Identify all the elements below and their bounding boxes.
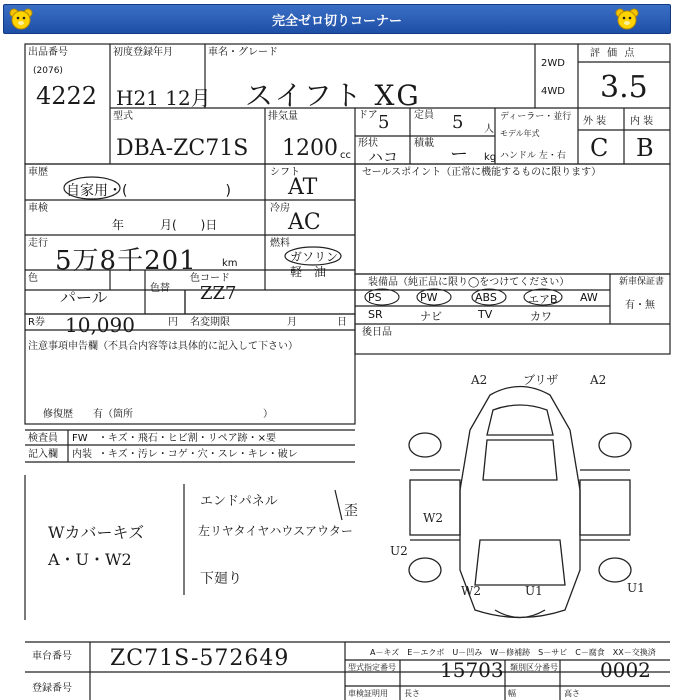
postscript-label: 後日品	[362, 327, 392, 338]
car-name-label: 車名・グレード	[208, 47, 278, 58]
model-label: 型式	[113, 111, 133, 122]
lot-number-value: 4222	[36, 82, 98, 110]
equipment-aw: AW	[580, 291, 598, 304]
note-cover-scratch: Wカバーキズ	[48, 523, 145, 542]
capacity-value: 5	[452, 112, 464, 133]
color-change-label: 色替	[150, 283, 170, 294]
lot-number-label: 出品番号	[28, 47, 68, 58]
note-damage-codes: A・U・W2	[48, 550, 132, 569]
chassis-number-label: 車台番号	[32, 651, 72, 662]
reg-cert-label: 車検証明用	[348, 689, 388, 698]
color-value: パール	[60, 288, 108, 307]
inspection-label: 車検	[28, 203, 48, 214]
equipment-navi: ナビ	[420, 310, 442, 323]
interior-label: 内 装	[630, 116, 654, 127]
mark-fender-label: ブリザ	[523, 373, 559, 387]
equipment-leather: カワ	[530, 310, 552, 323]
width-label: 幅	[508, 689, 516, 698]
rating-label: 評 価 点	[590, 48, 637, 59]
inspector-label: 検査員	[28, 433, 58, 444]
fourwd-label: 4WD	[541, 86, 565, 97]
registration-number-label: 登録番号	[32, 683, 72, 694]
category-value: 0002	[600, 658, 651, 682]
history-value: 自家用・( )	[66, 183, 231, 199]
color-code-value: ZZ7	[200, 283, 237, 304]
model-value: DBA-ZC71S	[116, 136, 249, 161]
length-label: 長さ	[404, 689, 420, 698]
cc-unit: cc	[340, 150, 351, 161]
model-spec-value: 15703	[440, 658, 504, 682]
equipment-abs: ABS	[475, 291, 497, 304]
height-label: 高さ	[564, 689, 580, 698]
km-unit: km	[222, 258, 238, 269]
mark-w2-side: W2	[423, 511, 443, 525]
repair-history-label: 修復歴 有（箇所 ）	[43, 409, 273, 420]
handle-label: ハンドル 左・右	[500, 151, 566, 161]
new-car-warranty-label: 新車保証書	[619, 277, 665, 287]
car-name-value: スイフト XG	[245, 79, 421, 112]
warranty-options: 有・無	[625, 300, 655, 311]
color-label: 色	[28, 273, 38, 284]
recorder-label: 記入欄	[28, 449, 58, 460]
history-label: 車歴	[28, 167, 48, 178]
note-underbody: 下廻り	[200, 571, 242, 587]
car-diagram	[375, 370, 665, 630]
twowd-label: 2WD	[541, 58, 565, 69]
mark-u2: U2	[390, 544, 408, 558]
exterior-value: C	[590, 134, 609, 162]
recycle-label: R券	[28, 317, 45, 328]
mark-u1-side: U1	[627, 581, 645, 595]
model-spec-label: 型式指定番号	[348, 663, 396, 672]
first-registration-label: 初度登録年月	[113, 47, 173, 58]
lot-sub-number: (2076)	[33, 66, 63, 76]
aircon-value: AC	[288, 210, 321, 235]
aircon-label: 冷房	[270, 203, 290, 214]
registration-limit-label: 名変期限	[190, 317, 230, 328]
mark-w2-rear: W2	[461, 584, 481, 598]
check-row-2: ・キズ・汚レ・コゲ・穴・スレ・キレ・破レ	[98, 449, 298, 460]
exterior-label: 外 装	[583, 116, 607, 127]
note-bracket	[180, 480, 360, 600]
note-end-panel: エンドパネル	[200, 494, 278, 509]
doors-value: 5	[378, 112, 390, 133]
interior-value: B	[636, 134, 654, 162]
model-year-label: モデル年式	[500, 129, 540, 138]
naiso-label: 内装	[72, 449, 92, 460]
loading-value: ー	[450, 144, 468, 165]
shift-value: AT	[288, 175, 318, 200]
first-registration-value: H21 12月	[116, 86, 211, 110]
shape-value: ハコ	[368, 148, 399, 166]
score-value: 3.5	[600, 70, 648, 105]
shift-label: シフト	[270, 167, 300, 178]
circle-mark	[62, 175, 122, 201]
inspection-date: 年 月( )日	[112, 218, 218, 232]
equipment-airbag: エアB	[528, 293, 558, 306]
note-rear-tire-house: 左リヤタイヤハウスアウター	[198, 524, 353, 538]
category-label: 類別区分番号	[510, 663, 558, 672]
mark-u1-rear: U1	[525, 584, 543, 598]
month-unit: 月	[287, 317, 297, 328]
sales-point-label: セールスポイント（正常に機能するものに限ります）	[362, 167, 602, 178]
notes-label: 注意事項申告欄（不具合内容等は具体的に記入して下さい）	[28, 341, 298, 352]
capacity-label: 定員	[414, 110, 434, 121]
damage-legend: A－キズ E－エクボ U－凹み W－修補跡 S－サビ C－腐食 XX－交換済	[370, 648, 656, 657]
mileage-value: 5万8千201	[55, 246, 197, 276]
fw-label: FW	[72, 433, 88, 444]
day-unit: 日	[337, 317, 347, 328]
equipment-label: 装備品（純正品に限り◯をつけてください）	[368, 277, 570, 288]
displacement-label: 排気量	[268, 111, 298, 122]
equipment-pw: PW	[420, 291, 438, 304]
person-unit: 人	[484, 124, 494, 135]
loading-label: 積載	[414, 138, 434, 149]
note-distortion: 歪	[344, 503, 358, 519]
shape-label: 形状	[358, 138, 378, 149]
fuel-options: ガソリン 軽 油	[290, 250, 339, 279]
doors-label: ドア	[358, 110, 378, 121]
yen-unit: 円	[168, 317, 178, 328]
color-code-label: 色コード	[190, 273, 230, 284]
equipment-circles	[360, 287, 610, 307]
circle-mark	[283, 246, 343, 266]
equipment-ps: PS	[368, 291, 382, 304]
check-row-1: ・キズ・飛石・ヒビ割・リペア跡・×要	[98, 433, 276, 444]
kg-unit: kg	[484, 152, 497, 163]
recycle-value: 10,090	[65, 313, 135, 337]
fuel-label: 燃料	[270, 238, 290, 249]
dealer-label: ディーラー・並行	[500, 112, 572, 122]
mark-a2-right: A2	[590, 373, 607, 387]
chassis-number-value: ZC71S-572649	[110, 646, 290, 671]
banner-title: 完全ゼロ切りコーナー	[271, 14, 402, 29]
mark-a2-left: A2	[471, 373, 488, 387]
mileage-label: 走行	[28, 238, 48, 249]
equipment-tv: TV	[478, 308, 493, 321]
displacement-value: 1200	[282, 136, 338, 161]
equipment-sr: SR	[368, 308, 383, 321]
